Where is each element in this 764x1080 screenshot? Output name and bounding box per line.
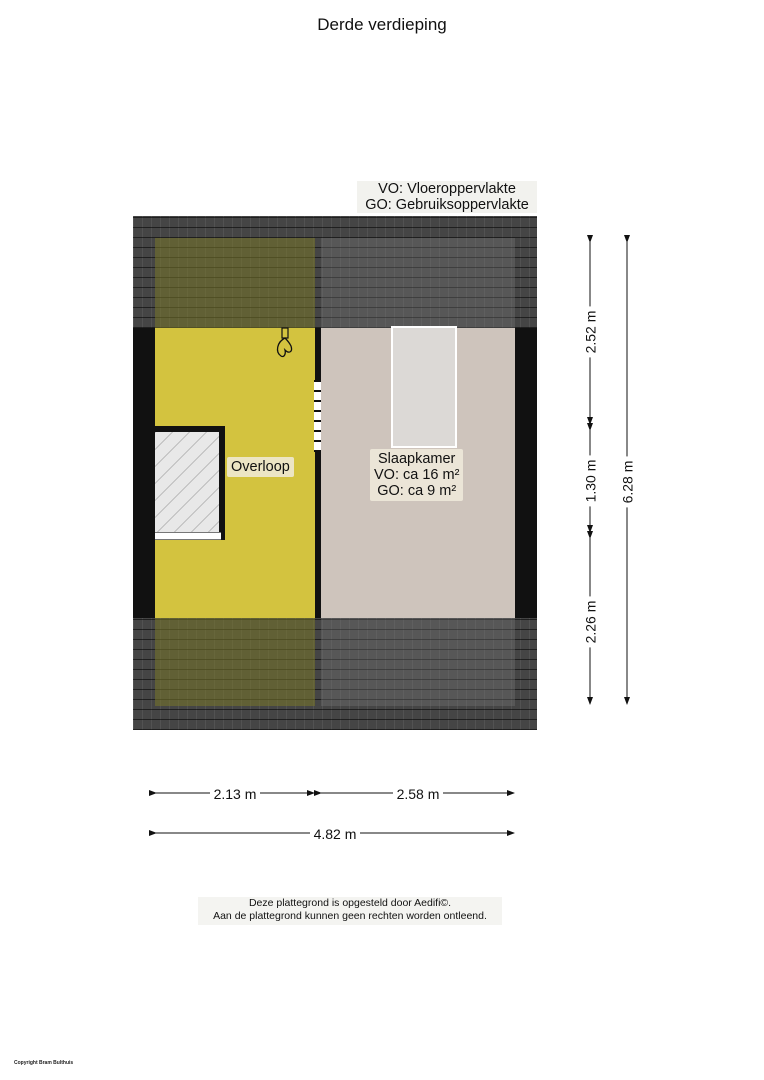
room-vo-slaapkamer: VO: ca 16 m² bbox=[374, 467, 460, 483]
dim-label-v-middle: 1.30 m bbox=[582, 456, 598, 507]
room-name-slaapkamer: Slaapkamer bbox=[378, 451, 456, 467]
dim-label-v-total-wrap bbox=[597, 460, 657, 504]
dim-label-v-total: 6.28 m bbox=[619, 457, 635, 508]
dim-label-h-right-wrap bbox=[378, 785, 458, 803]
disclaimer bbox=[198, 897, 502, 925]
dim-label-h-total-wrap bbox=[295, 825, 375, 843]
legend-vo: VO: Vloeroppervlakte bbox=[378, 181, 516, 197]
disclaimer-line-1: Deze plattegrond is opgesteld door Aedifi©. bbox=[248, 897, 452, 909]
dim-label-h-total: 4.82 m bbox=[310, 826, 361, 842]
legend-go: GO: Gebruiksoppervlakte bbox=[365, 197, 529, 213]
dim-label-v-bottom: 2.26 m bbox=[582, 597, 598, 648]
room-go-slaapkamer: GO: ca 9 m² bbox=[377, 483, 457, 499]
dim-label-h-right: 2.58 m bbox=[393, 786, 444, 802]
page-title: Derde verdieping bbox=[317, 15, 447, 34]
dim-label-h-left-wrap bbox=[195, 785, 275, 803]
copyright: Copyright Bram Bulthuis bbox=[14, 1060, 74, 1066]
room-name-overloop: Overloop bbox=[231, 459, 290, 475]
dim-label-v-top: 2.52 m bbox=[582, 307, 598, 358]
disclaimer-line-2: Aan de plattegrond kunnen geen rechten worden ontleend. bbox=[213, 910, 487, 922]
dim-label-v-bottom-wrap bbox=[560, 600, 620, 644]
dim-label-v-top-wrap bbox=[560, 310, 620, 354]
dim-label-h-left: 2.13 m bbox=[210, 786, 261, 802]
